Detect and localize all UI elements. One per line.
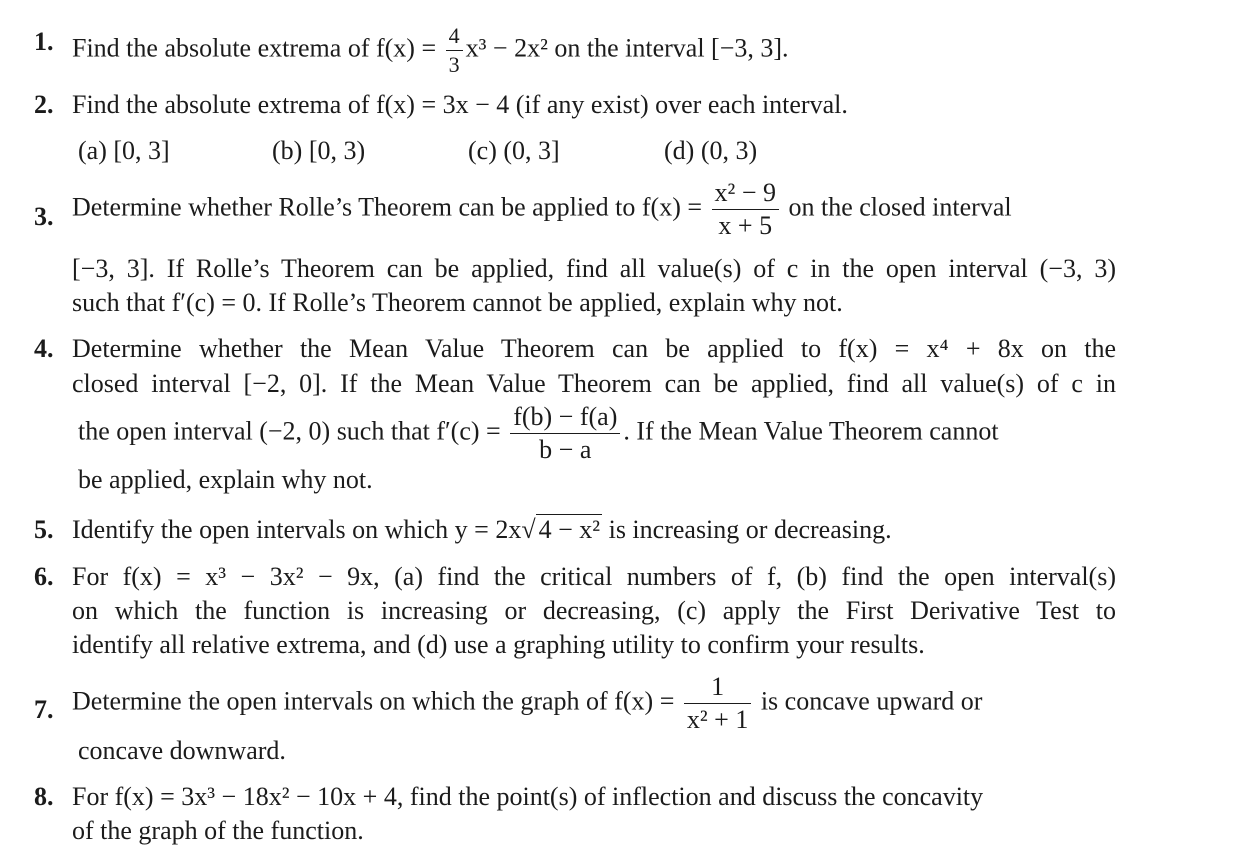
problem-3-lead: Determine whether Rolle’s Theorem can be applied to f(x) =	[72, 192, 709, 222]
problem-7-lead: Determine the open intervals on which the graph of f(x) =	[72, 686, 681, 716]
problem-7-tail: is concave upward or	[754, 686, 983, 716]
problem-3-line-1	[72, 180, 1012, 239]
problem-3-tail: on the closed interval	[782, 192, 1012, 222]
problem-2-part-d: (d) (0, 3)	[664, 136, 758, 165]
problem-3-number: 3.	[34, 202, 54, 231]
problem-5-lead: Identify the open intervals on which y = 2x	[72, 515, 522, 544]
problem-6-line-1: For f(x) = x³ − 3x² − 9x, (a) find the critical numbers of f, (b) find the open interval(s)	[72, 562, 1116, 591]
problem-5-text	[72, 513, 892, 547]
fraction-numerator: 1	[684, 674, 751, 704]
problem-4-number: 4.	[34, 334, 54, 363]
fraction-numerator: 4	[446, 25, 463, 51]
problem-1-text	[72, 25, 789, 76]
problem-8-line-1: For f(x) = 3x³ − 18x² − 10x + 4, find the point(s) of inflection and discuss the concavity	[72, 782, 984, 811]
problem-1-fraction	[446, 25, 463, 76]
problem-7-line-1	[72, 674, 1116, 733]
problem-7-line-2: concave downward.	[78, 736, 286, 765]
problem-7-fraction	[684, 674, 751, 733]
problem-5-number: 5.	[34, 515, 54, 544]
problem-2-text: Find the absolute extrema of f(x) = 3x − 4 (if any exist) over each interval.	[72, 90, 848, 119]
fraction-numerator: x² − 9	[712, 180, 779, 210]
problem-1-number: 1.	[34, 27, 54, 56]
problem-8-number: 8.	[34, 782, 54, 811]
square-root	[521, 513, 602, 547]
problem-1-tail: x³ − 2x² on the interval [−3, 3].	[465, 33, 789, 63]
problem-2-number: 2.	[34, 90, 54, 119]
problem-1-lead: Find the absolute extrema of f(x) =	[72, 33, 443, 63]
fraction-numerator: f(b) − f(a)	[510, 404, 620, 434]
problem-4-line-2: closed interval [−2, 0]. If the Mean Value Theorem can be applied, find all value(s) of c in	[72, 369, 1116, 398]
problem-3-line-3: such that f′(c) = 0. If Rolle’s Theorem cannot be applied, explain why not.	[72, 288, 843, 317]
fraction-denominator: x² + 1	[686, 705, 749, 734]
problem-4-fraction	[510, 404, 620, 463]
problem-2-part-a: (a) [0, 3]	[78, 136, 170, 165]
problem-3-fraction	[712, 180, 779, 239]
problem-3-line-2: [−3, 3]. If Rolle’s Theorem can be applied, find all value(s) of c in the open interval (−3, 3)	[72, 254, 1116, 283]
problem-4-line-1: Determine whether the Mean Value Theorem can be applied to f(x) = x⁴ + 8x on the	[72, 334, 1116, 363]
radicand: 4 − x²	[536, 514, 602, 544]
problem-5-tail: is increasing or decreasing.	[602, 515, 892, 544]
problem-6-line-2: on which the function is increasing or decreasing, (c) apply the First Derivative Test to	[72, 596, 1116, 625]
problem-6-line-3: identify all relative extrema, and (d) use a graphing utility to confirm your results.	[72, 630, 925, 659]
problem-4-lead: the open interval (−2, 0) such that f′(c) =	[78, 416, 508, 446]
radical-sign: √	[521, 515, 536, 544]
problem-8-line-2: of the graph of the function.	[72, 816, 364, 845]
problem-4-tail: . If the Mean Value Theorem cannot	[623, 416, 999, 446]
fraction-denominator: b − a	[539, 435, 592, 464]
fraction-denominator: 3	[448, 52, 460, 77]
problem-2-part-c: (c) (0, 3]	[468, 136, 560, 165]
problem-7-number: 7.	[34, 695, 54, 724]
fraction-denominator: x + 5	[718, 211, 773, 240]
problem-6-number: 6.	[34, 562, 54, 591]
problem-4-line-4: be applied, explain why not.	[78, 465, 373, 494]
problem-2-part-b: (b) [0, 3)	[272, 136, 366, 165]
problem-4-line-3	[78, 404, 999, 463]
